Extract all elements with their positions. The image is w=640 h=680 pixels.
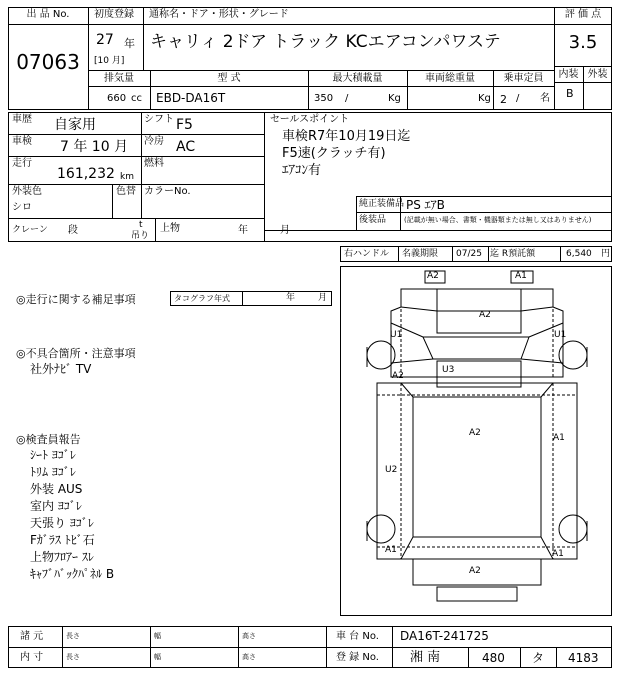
shift-label: シフト bbox=[144, 114, 174, 125]
ac-label: 冷房 bbox=[144, 136, 164, 147]
first-reg-label: 初度登録 bbox=[94, 9, 134, 20]
history-label: 車歴 bbox=[12, 114, 32, 125]
damage-mark: A2 bbox=[392, 371, 404, 381]
inner-label: 内 寸 bbox=[20, 652, 44, 663]
dims-label: 諸 元 bbox=[20, 631, 44, 642]
inspector-line: Fｶﾞﾗｽ ﾄﾋﾞ石 bbox=[30, 533, 95, 547]
capacity-label: 乗車定員 bbox=[503, 73, 544, 84]
body-month: 月 bbox=[280, 225, 290, 236]
history-value: 自家用 bbox=[54, 117, 96, 133]
damage-mark: U1 bbox=[390, 330, 403, 340]
interior-label: 内装 bbox=[558, 69, 579, 80]
lot-label: 出 品 No. bbox=[26, 9, 70, 20]
color-label: 外装色 bbox=[12, 186, 42, 197]
damage-mark: A1 bbox=[552, 549, 564, 559]
length-label: 長さ bbox=[66, 653, 80, 661]
tonnage-label: t bbox=[139, 220, 143, 230]
shift-value: F5 bbox=[176, 117, 193, 133]
damage-mark: A1 bbox=[385, 545, 397, 555]
defect-line: 社外ﾅﾋﾞ TV bbox=[30, 362, 92, 376]
max-load-label: 最大積載量 bbox=[332, 73, 383, 84]
tonnage-sub: 吊り bbox=[131, 231, 150, 241]
damage-mark: A2 bbox=[469, 428, 481, 438]
capacity-unit: 名 bbox=[540, 93, 550, 104]
chassis-label: 車 台 No. bbox=[336, 631, 379, 642]
aftermarket-label: 後装品 bbox=[359, 215, 387, 225]
plate-number: 4183 bbox=[568, 651, 599, 665]
inspector-line: 上物ﾌﾛｱｰ ｽﾚ bbox=[30, 550, 94, 564]
sales-point-line: ｴｱｺﾝ有 bbox=[282, 163, 322, 178]
gross-weight-unit: Kg bbox=[478, 93, 491, 104]
color-change-label: 色替 bbox=[116, 186, 136, 197]
capacity-slash: / bbox=[516, 93, 520, 104]
plate-label: 登 録 No. bbox=[336, 652, 379, 663]
damage-diagram bbox=[340, 266, 612, 616]
crane-value: 段 bbox=[68, 225, 78, 236]
chassis-value: DA16T-241725 bbox=[400, 629, 489, 643]
damage-mark: U1 bbox=[554, 330, 567, 340]
width-label: 幅 bbox=[154, 632, 161, 640]
inspector-title: ◎検査員報告 bbox=[16, 433, 81, 446]
damage-mark: A1 bbox=[553, 433, 565, 443]
inspector-line: ｼｰﾄ ﾖｺﾞﾚ bbox=[30, 448, 76, 462]
name-change-label: 名義期限 bbox=[402, 249, 439, 259]
reg-month: [10 月] bbox=[94, 56, 125, 66]
capacity-value: 2 bbox=[500, 93, 507, 106]
max-load-slash: / bbox=[345, 93, 349, 104]
height-label: 高さ bbox=[242, 632, 256, 640]
sales-points-title: セールスポイント bbox=[270, 114, 350, 125]
name-change-value: 07/25 bbox=[456, 249, 482, 259]
gross-weight-label: 車両総重量 bbox=[425, 73, 475, 84]
sales-point-line: 車検R7年10月19日迄 bbox=[282, 129, 411, 144]
color-value: シロ bbox=[12, 202, 32, 213]
genuine-value: PS ｴｱB bbox=[406, 198, 445, 212]
steering-value: 右ハンドル bbox=[344, 249, 390, 259]
inspector-line: ﾄﾘﾑ ﾖｺﾞﾚ bbox=[30, 465, 76, 479]
plate-region: 湘 南 bbox=[410, 650, 441, 665]
crane-label: クレーン bbox=[12, 225, 48, 235]
exterior-label: 外装 bbox=[587, 69, 608, 80]
reg-year-unit: 年 bbox=[124, 37, 135, 50]
displacement-value: 660 bbox=[107, 93, 127, 104]
defects-title: ◎不具合箇所・注意事項 bbox=[16, 347, 136, 360]
height-label: 高さ bbox=[242, 653, 256, 661]
tachograph-label: タコグラフ年式 bbox=[174, 294, 230, 303]
tachograph-year: 年 bbox=[286, 293, 296, 303]
vehicle-name-label: 通称名・ドア・形状・グレード bbox=[149, 9, 289, 20]
inspector-line: 室内 ﾖｺﾞﾚ bbox=[30, 499, 82, 513]
mileage-value: 161,232 bbox=[57, 166, 115, 182]
damage-mark: U3 bbox=[442, 365, 455, 375]
driving-notes-title: ◎走行に関する補足事項 bbox=[16, 293, 136, 306]
model-code: EBD-DA16T bbox=[156, 91, 226, 105]
displacement-unit: cc bbox=[131, 93, 142, 104]
inspector-line: 外装 AUS bbox=[30, 482, 83, 496]
color-no-label: カラーNo. bbox=[144, 186, 191, 197]
reg-year: 27 bbox=[96, 32, 114, 48]
plate-kana: タ bbox=[532, 651, 545, 665]
interior-grade: B bbox=[566, 87, 574, 100]
ac-value: AC bbox=[176, 139, 196, 155]
mileage-unit: km bbox=[120, 172, 134, 182]
tachograph-month: 月 bbox=[318, 293, 328, 303]
inspection-value: 7 年 10 月 bbox=[60, 139, 129, 155]
max-load-unit: Kg bbox=[388, 93, 401, 104]
damage-mark: A2 bbox=[469, 566, 481, 576]
damage-mark: A2 bbox=[479, 310, 491, 320]
damage-mark: U2 bbox=[385, 465, 398, 475]
width-label: 幅 bbox=[154, 653, 161, 661]
recycle-unit: 円 bbox=[601, 249, 611, 259]
inspector-line: 天張り ﾖｺﾞﾚ bbox=[30, 516, 94, 530]
plate-class: 480 bbox=[482, 651, 505, 665]
genuine-label: 純正装備品 bbox=[359, 199, 405, 209]
aftermarket-note: (記載が無い場合、書類・機器類または無し又はありません) bbox=[404, 216, 592, 224]
body-label: 上物 bbox=[160, 223, 180, 234]
damage-mark: A2 bbox=[427, 271, 439, 281]
truck-outline bbox=[341, 267, 613, 617]
max-load-value: 350 bbox=[314, 93, 334, 104]
fuel-label: 燃料 bbox=[144, 158, 164, 169]
length-label: 長さ bbox=[66, 632, 80, 640]
model-label: 型 式 bbox=[217, 73, 241, 84]
inspection-label: 車検 bbox=[12, 136, 32, 147]
grade-label: 評 価 点 bbox=[564, 9, 602, 20]
recycle-value: 6,540 bbox=[566, 249, 592, 259]
body-year: 年 bbox=[238, 225, 248, 236]
sales-point-line: F5速(クラッチ有) bbox=[282, 146, 386, 161]
mileage-label: 走行 bbox=[12, 158, 32, 169]
overall-grade: 3.5 bbox=[568, 32, 598, 53]
damage-mark: A1 bbox=[515, 271, 527, 281]
displacement-label: 排気量 bbox=[104, 73, 134, 84]
vehicle-name: キャリィ 2ドア トラック KCエアコンパワステ bbox=[150, 32, 501, 52]
recycle-label: 迄 R預託額 bbox=[490, 249, 536, 259]
inspector-line: ｷｬﾌﾞﾊﾞｯｸﾊﾟﾈﾙ B bbox=[30, 567, 115, 581]
lot-number: 07063 bbox=[16, 50, 80, 74]
